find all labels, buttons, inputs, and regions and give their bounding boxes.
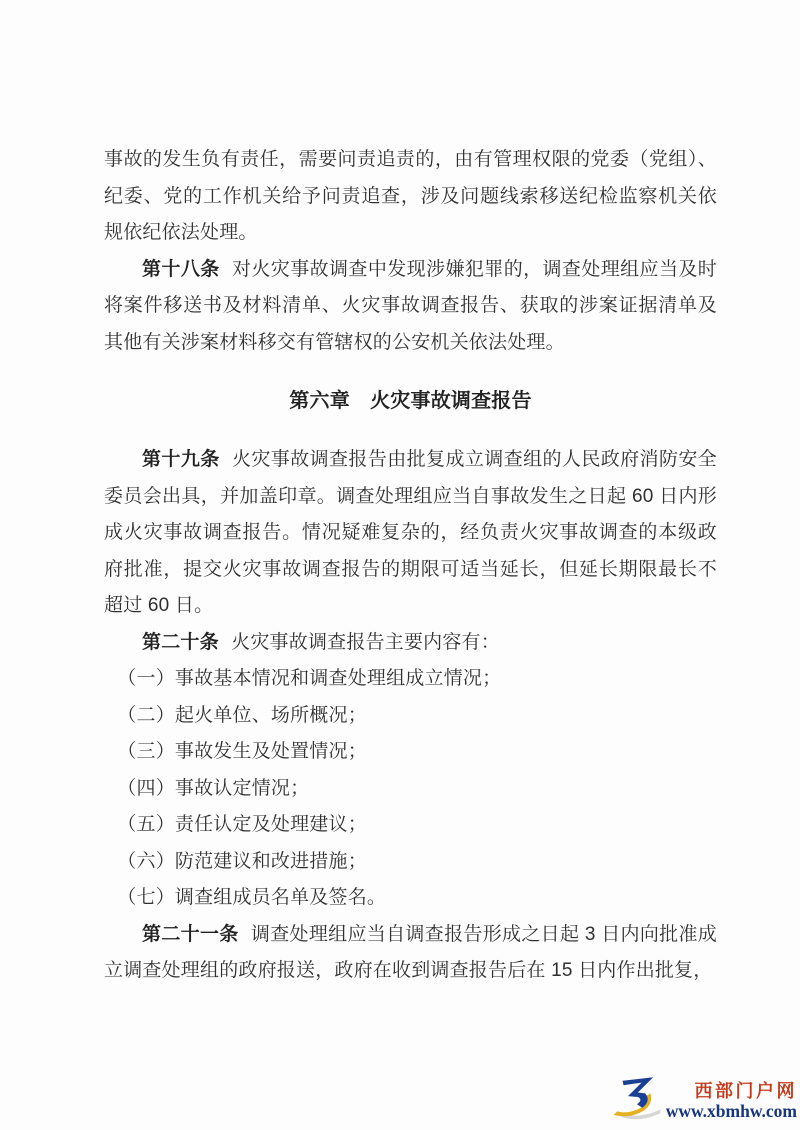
site-watermark: [610, 1072, 797, 1122]
report-item-6: （六）防范建议和改进措施；: [117, 850, 367, 872]
document-page: [104, 142, 717, 990]
article-20-text: 火灾事故调查报告主要内容有：: [231, 631, 500, 653]
report-item-1: （一）事故基本情况和调查处理组成立情况；: [117, 668, 502, 689]
article-21-term: 第二十一条: [142, 923, 239, 945]
article-18-term: 第十八条: [142, 258, 220, 280]
article-20-term: 第二十条: [142, 631, 219, 653]
report-item-5: （五）责任认定及处理建议；: [117, 814, 367, 835]
watermark-text-block: [666, 1081, 797, 1122]
paragraph-continuation: 事故的发生负有责任，需要问责追责的，由有管理权限的党委（党组）、纪委、党的工作机关给予问责追查，涉及问题线索移送纪检监察机关依规依纪依法处理。: [104, 149, 717, 243]
article-19-text: 火灾事故调查报告由批复成立调查组的人民政府消防安全委员会出具，并加盖印章。调查处理组应当自事故发生之日起 60 日内形成火灾事故调查报告。情况疑难复杂的，经负责火灾事故调查的本级政府批准，提交火灾事故调查报告的期限可适当延长，但延长期限最长不超过 60 日。: [104, 449, 717, 616]
article-21-text: 调查处理组应当自调查报告形成之日起 3 日内向批准成立调查处理组的政府报送，政府在收到调查报告后在 15 日内作出批复，: [104, 923, 717, 981]
article-20: [104, 625, 717, 662]
site-logo-icon: [610, 1072, 664, 1122]
report-item-3: （三）事故发生及处置情况；: [117, 741, 367, 762]
site-name: 西部门户网: [694, 1081, 797, 1101]
article-19-term: 第十九条: [142, 449, 220, 470]
article-21: [104, 917, 717, 990]
site-url: www.xbmhw.com: [665, 1101, 797, 1121]
report-item-2: （二）起火单位、场所概况；: [117, 704, 367, 726]
chapter-heading: 第六章 火灾事故调查报告: [289, 390, 532, 412]
report-item-4: （四）事故认定情况；: [117, 777, 310, 799]
article-18-text: 对火灾事故调查中发现涉嫌犯罪的，调查处理组应当及时将案件移送书及材料清单、火灾事故调查报告、获取的涉案证据清单及其他有关涉案材料移交有管辖权的公安机关依法处理。: [104, 258, 717, 353]
report-item-7: （七）调查组成员名单及签名。: [117, 887, 387, 908]
article-19: [104, 442, 717, 625]
article-18: [104, 252, 717, 362]
